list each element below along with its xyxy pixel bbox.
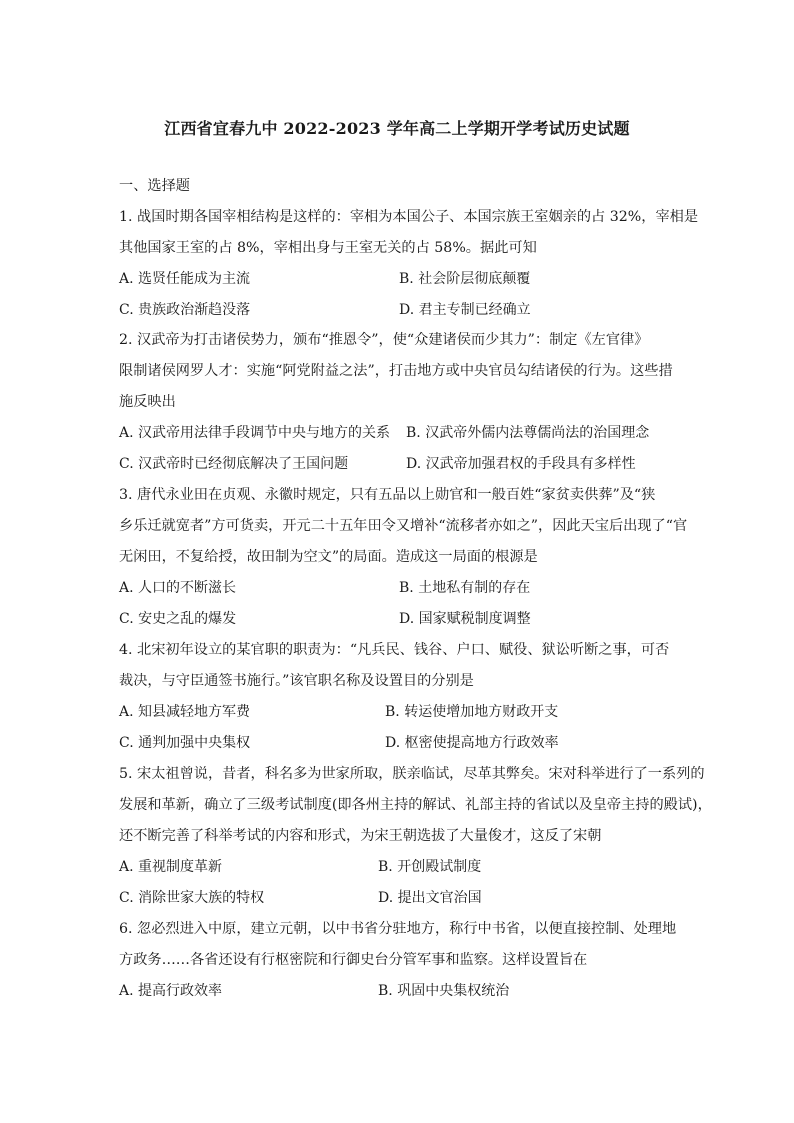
question-2-option-d: D. 汉武帝加强君权的手段具有多样性 bbox=[406, 456, 636, 472]
question-3-line-2: 乡乐迁就宽者”方可货卖，开元二十五年田令又增补“流移者亦如之”，因此天宝后出现了“官 bbox=[119, 518, 688, 534]
question-5-option-d: D. 提出文官治国 bbox=[378, 890, 482, 906]
question-2-option-a: A. 汉武帝用法律手段调节中央与地方的关系 bbox=[119, 425, 391, 441]
question-3-line-3: 无闲田，不复给授，故田制为空文”的局面。造成这一局面的根源是 bbox=[119, 549, 538, 565]
question-1-option-d: D. 君主专制已经确立 bbox=[399, 302, 531, 318]
question-5-line-1: 5. 宋太祖曾说，昔者，科名多为世家所取，朕亲临试，尽革其弊矣。宋对科举进行了一系列的 bbox=[119, 766, 705, 782]
question-3-option-c: C. 安史之乱的爆发 bbox=[119, 611, 237, 627]
question-5-option-a: A. 重视制度革新 bbox=[119, 859, 223, 875]
question-2-option-c: C. 汉武帝时已经彻底解决了王国问题 bbox=[119, 456, 349, 472]
question-1-option-b: B. 社会阶层彻底颠覆 bbox=[399, 271, 531, 287]
question-2-line-3: 施反映出 bbox=[119, 394, 176, 410]
document-title: 江西省宜春九中 2022-2023 学年高二上学期开学考试历史试题 bbox=[164, 119, 630, 138]
question-4-line-2: 裁决，与守臣通签书施行。”该官职名称及设置目的分别是 bbox=[119, 673, 474, 689]
question-4-option-a: A. 知县减轻地方军费 bbox=[119, 704, 251, 720]
question-6-option-b: B. 巩固中央集权统治 bbox=[378, 983, 510, 999]
question-1-option-a: A. 选贤任能成为主流 bbox=[119, 271, 251, 287]
question-1-option-c: C. 贵族政治渐趋没落 bbox=[119, 302, 251, 318]
question-2-line-1: 2. 汉武帝为打击诸侯势力，颁布“推恩令”，使“众建诸侯而少其力”：制定《左官律》 bbox=[119, 332, 649, 348]
question-4-option-c: C. 通判加强中央集权 bbox=[119, 735, 251, 751]
question-6-line-1: 6. 忽必烈进入中原，建立元朝，以中书省分驻地方，称行中书省，以便直接控制、处理地 bbox=[119, 921, 677, 937]
question-3-line-1: 3. 唐代永业田在贞观、永徽时规定，只有五品以上勋官和一般百姓“家贫卖供葬”及“狭 bbox=[119, 487, 656, 503]
question-3-option-b: B. 土地私有制的存在 bbox=[399, 580, 531, 596]
section-heading: 一、选择题 bbox=[119, 178, 190, 194]
question-4-option-b: B. 转运使增加地方财政开支 bbox=[385, 704, 559, 720]
question-4-option-d: D. 枢密使提高地方行政效率 bbox=[385, 735, 559, 751]
question-2-option-b: B. 汉武帝外儒内法尊儒尚法的治国理念 bbox=[406, 425, 650, 441]
question-3-option-a: A. 人口的不断滋长 bbox=[119, 580, 237, 596]
question-5-line-2: 发展和革新，确立了三级考试制度(即各州主持的解试、礼部主持的省试以及皇帝主持的殿试)， bbox=[119, 797, 712, 813]
question-2-line-2: 限制诸侯网罗人才：实施“阿党附益之法”，打击地方或中央官员勾结诸侯的行为。这些措 bbox=[119, 363, 673, 379]
question-1-line-1: 1. 战国时期各国宰相结构是这样的：宰相为本国公子、本国宗族王室姻亲的占 32%，宰相是 bbox=[119, 209, 699, 225]
question-5-option-c: C. 消除世家大族的特权 bbox=[119, 890, 265, 906]
question-4-line-1: 4. 北宋初年设立的某官职的职责为：“凡兵民、钱谷、户口、赋役、狱讼听断之事，可否 bbox=[119, 642, 670, 658]
question-5-line-3: 还不断完善了科举考试的内容和形式，为宋王朝选拔了大量俊才，这反了宋朝 bbox=[119, 828, 602, 844]
question-6-line-2: 方政务……各省还设有行枢密院和行御史台分管军事和监察。这样设置旨在 bbox=[119, 952, 588, 968]
question-3-option-d: D. 国家赋税制度调整 bbox=[399, 611, 531, 627]
question-6-option-a: A. 提高行政效率 bbox=[119, 983, 223, 999]
question-1-line-2: 其他国家王室的占 8%，宰相出身与王室无关的占 58%。据此可知 bbox=[119, 240, 537, 256]
question-5-option-b: B. 开创殿试制度 bbox=[378, 859, 482, 875]
